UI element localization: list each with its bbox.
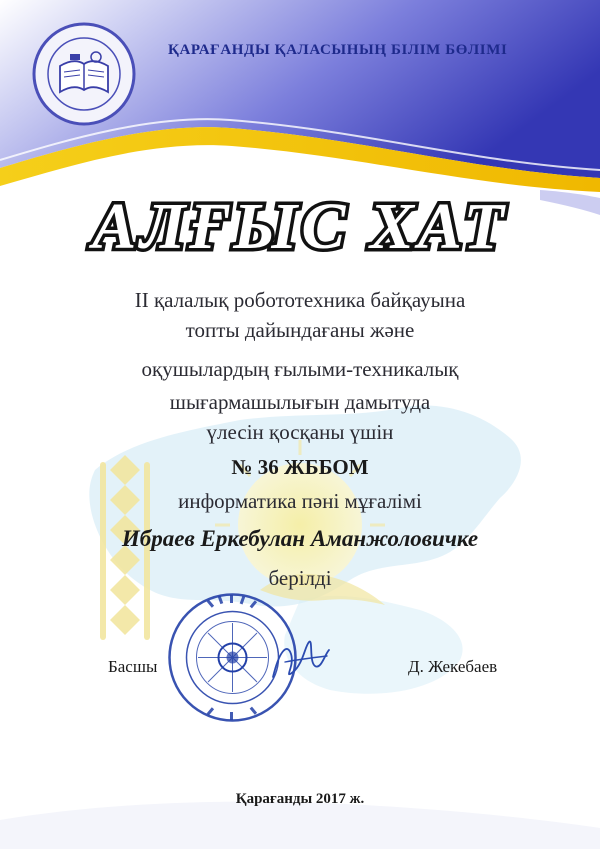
body-line-2: топты дайындағаны және bbox=[185, 318, 415, 342]
body-line-5: үлесін қосқаны үшін bbox=[206, 420, 394, 444]
certificate-title bbox=[80, 186, 520, 264]
body-line-4: шығармашылығын дамытуда bbox=[169, 390, 431, 414]
awarded-text: берілді bbox=[268, 566, 332, 590]
body-line-3: оқушылардың ғылыми-техникалық bbox=[141, 357, 459, 381]
body-line-1: II қалалық робототехника байқауына bbox=[134, 288, 466, 312]
department-logo bbox=[30, 20, 138, 128]
footer-location-year: Қарағанды 2017 ж. bbox=[235, 791, 365, 807]
recipient-name: Ибраев Еркебулан Аманжоловичке bbox=[121, 526, 479, 551]
teacher-position: информатика пәні мұғалімі bbox=[178, 489, 422, 513]
school-name: № 36 ЖББОМ bbox=[231, 455, 369, 479]
signature-title: Басшы bbox=[108, 657, 158, 676]
department-header: ҚАРАҒАНДЫ ҚАЛАСЫНЫҢ БІЛІМ БӨЛІМІ bbox=[168, 42, 508, 58]
handwritten-signature bbox=[265, 632, 335, 687]
signature-name: Д. Жекебаев bbox=[408, 657, 498, 676]
title-text: АЛҒЫС ХАТ bbox=[92, 190, 508, 263]
